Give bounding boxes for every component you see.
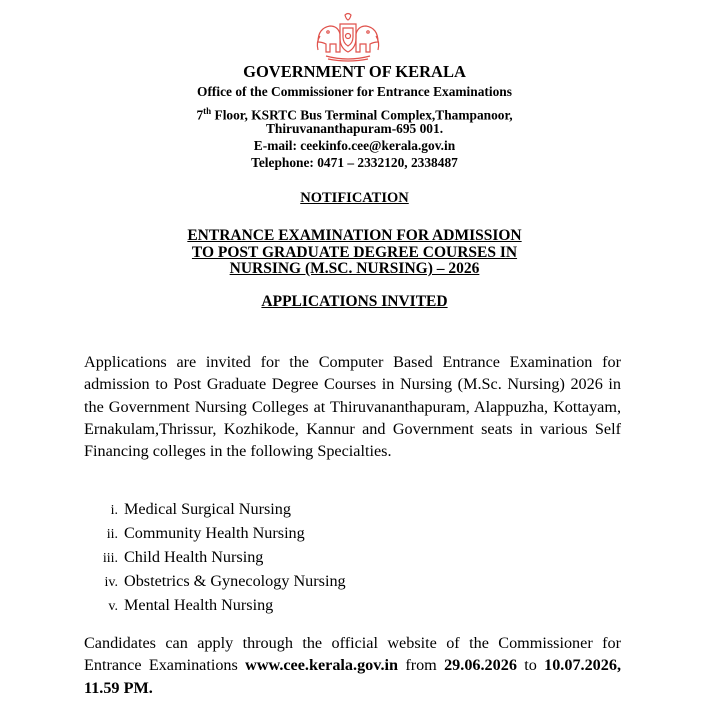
- specialties-list: [84, 498, 346, 618]
- apply-text-from: from: [398, 656, 445, 675]
- floor-address: Floor, KSRTC Bus Terminal Complex,Thampanoor,: [211, 107, 513, 123]
- list-item-label: Obstetrics & Gynecology Nursing: [124, 572, 346, 590]
- list-item: [84, 522, 346, 546]
- applications-invited-heading: APPLICATIONS INVITED: [261, 293, 448, 310]
- exam-title-line: NURSING (M.SC. NURSING) – 2026: [229, 260, 480, 277]
- list-item: [84, 498, 346, 522]
- address-city: Thiruvananthapuram-695 001.: [265, 121, 444, 136]
- list-item-label: Community Health Nursing: [124, 524, 305, 542]
- exam-title-line: TO POST GRADUATE DEGREE COURSES IN: [191, 243, 518, 261]
- government-title: GOVERNMENT OF KERALA: [243, 62, 466, 81]
- floor-number: 7: [196, 107, 204, 123]
- email-line: E-mail: ceekinfo.cee@kerala.gov.in: [253, 138, 456, 153]
- list-item-label: Medical Surgical Nursing: [124, 500, 291, 518]
- list-item-number: iii.: [102, 551, 118, 566]
- exam-title: [0, 228, 709, 278]
- intro-paragraph: Applications are invited for the Computer Based Entrance Examination for admission to Post Graduate Degree Courses in Nursing (M.Sc. Nursing) 2026 in the Government Nursing Colleges at Thiruvananthapuram, Alappuzha, Kottayam, Ernakulam,Thrissur, Kozhikode, Kannur and Government seats in various Self Financing colleges in the following Specialties.: [84, 353, 621, 461]
- list-item-number: ii.: [106, 527, 118, 542]
- office-name: Office of the Commissioner for Entrance Examinations: [197, 84, 512, 99]
- website-link[interactable]: www.cee.kerala.gov.in: [245, 656, 399, 675]
- list-item: [84, 594, 346, 618]
- telephone-line: Telephone: 0471 – 2332120, 2338487: [251, 155, 458, 170]
- kerala-state-emblem-icon: [312, 12, 384, 62]
- list-item-number: v.: [108, 599, 118, 614]
- end-date: 10.07.2026, 11.59 PM.: [84, 656, 621, 697]
- apply-text-to: to: [516, 656, 545, 675]
- floor-suffix: th: [203, 106, 212, 116]
- list-item: [84, 546, 346, 570]
- list-item-number: iv.: [104, 575, 118, 590]
- list-item-number: i.: [110, 503, 118, 518]
- notification-heading: NOTIFICATION: [300, 190, 409, 206]
- list-item-label: Mental Health Nursing: [124, 596, 274, 614]
- apply-paragraph: [84, 632, 621, 699]
- list-item-label: Child Health Nursing: [124, 548, 264, 566]
- start-date: 29.06.2026: [444, 656, 517, 675]
- list-item: [84, 570, 346, 594]
- apply-text: Candidates can apply through the official website of the Commissioner for Entrance Examinations: [84, 634, 621, 675]
- exam-title-line: ENTRANCE EXAMINATION FOR ADMISSION: [187, 227, 522, 244]
